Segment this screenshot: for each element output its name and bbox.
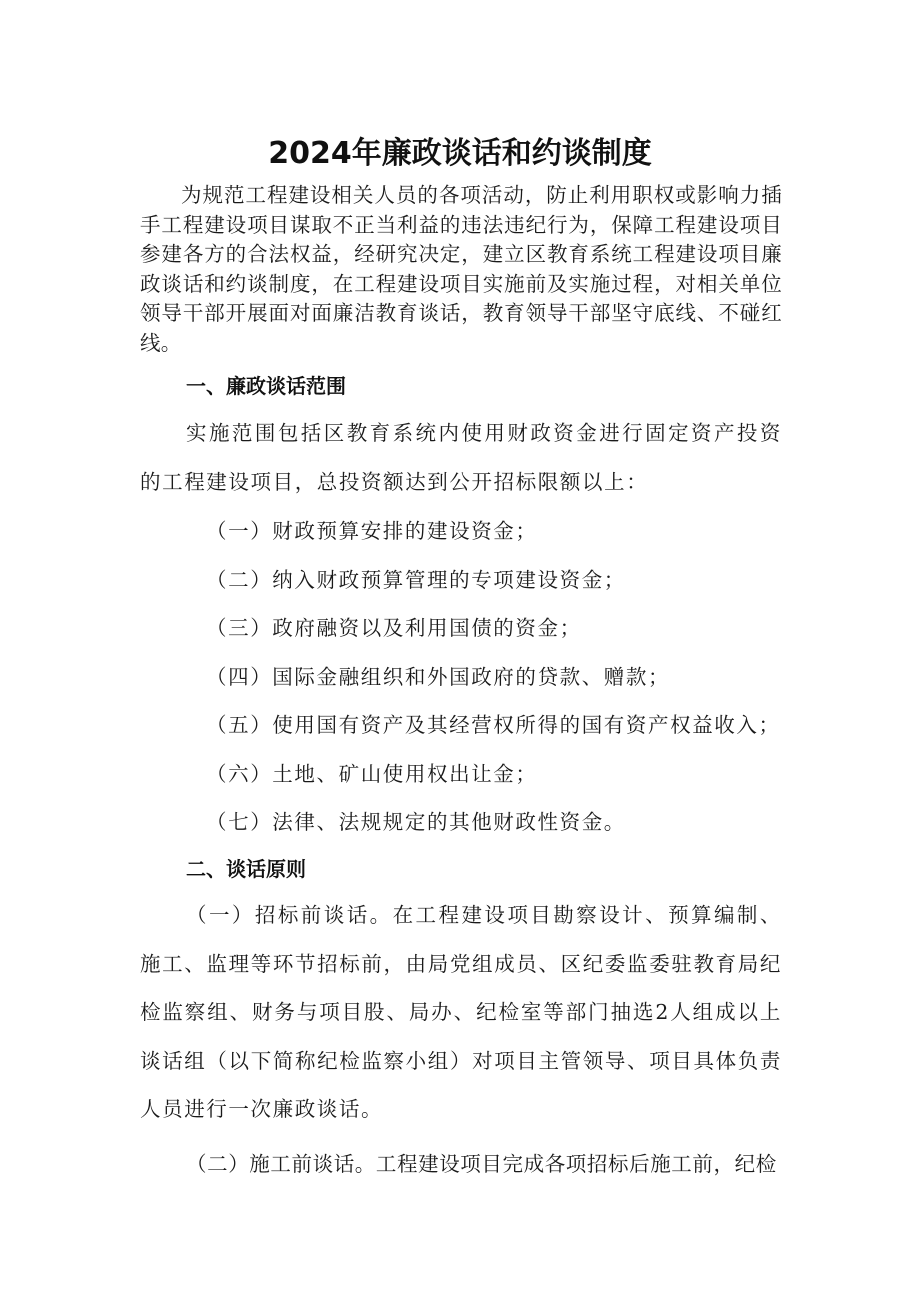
pre-construction-talk-paragraph: （二）施工前谈话。工程建设项目完成各项招标后施工前，纪检 — [186, 1152, 777, 1176]
list-item: （三）政府融资以及利用国债的资金； — [206, 616, 582, 640]
list-item: （二）纳入财政预算管理的专项建设资金； — [206, 567, 626, 592]
list-item: （六）土地、矿山使用权出让金； — [206, 761, 538, 786]
list-item: （一）财政预算安排的建设资金； — [206, 519, 538, 543]
intro-paragraph: 为规范工程建设相关人员的各项活动，防止利用职权或影响力插手工程建设项目谋取不正当利益的违法违纪行为，保障工程建设项目参建各方的合法权益，经研究决定，建立区教育系统工程建设项目廉政谈话和约谈制度，在工程建设项目实施前及实施过程，对相关单位领导干部开展面对面廉洁教育谈话，教育领导干部坚守底线、不碰红线。 — [140, 183, 782, 355]
section-heading-scope: 一、廉政谈话范围 — [186, 374, 346, 398]
funding-source-list — [206, 507, 781, 847]
list-item: （七）法律、法规规定的其他财政性资金。 — [206, 810, 626, 834]
list-item: （五）使用国有资产及其经营权所得的国有资产权益收入； — [206, 713, 781, 737]
scope-paragraph: 实施范围包括区教育系统内使用财政资金进行固定资产投资的工程建设项目，总投资额达到公开招标限额以上： — [140, 421, 782, 494]
document-title: 2024年廉政谈话和约谈制度 — [268, 136, 652, 172]
section-heading-principles: 二、谈话原则 — [186, 857, 306, 881]
pre-bidding-talk-paragraph: （一）招标前谈话。在工程建设项目勘察设计、预算编制、施工、监理等环节招标前，由局党组成员、区纪委监委驻教育局纪检监察组、财务与项目股、局办、纪检室等部门抽选2人组成以上谈话组（以下简称纪检监察小组）对项目主管领导、项目具体负责人员进行一次廉政谈话。 — [140, 903, 782, 1121]
list-item: （四）国际金融组织和外国政府的贷款、赠款； — [206, 664, 671, 689]
